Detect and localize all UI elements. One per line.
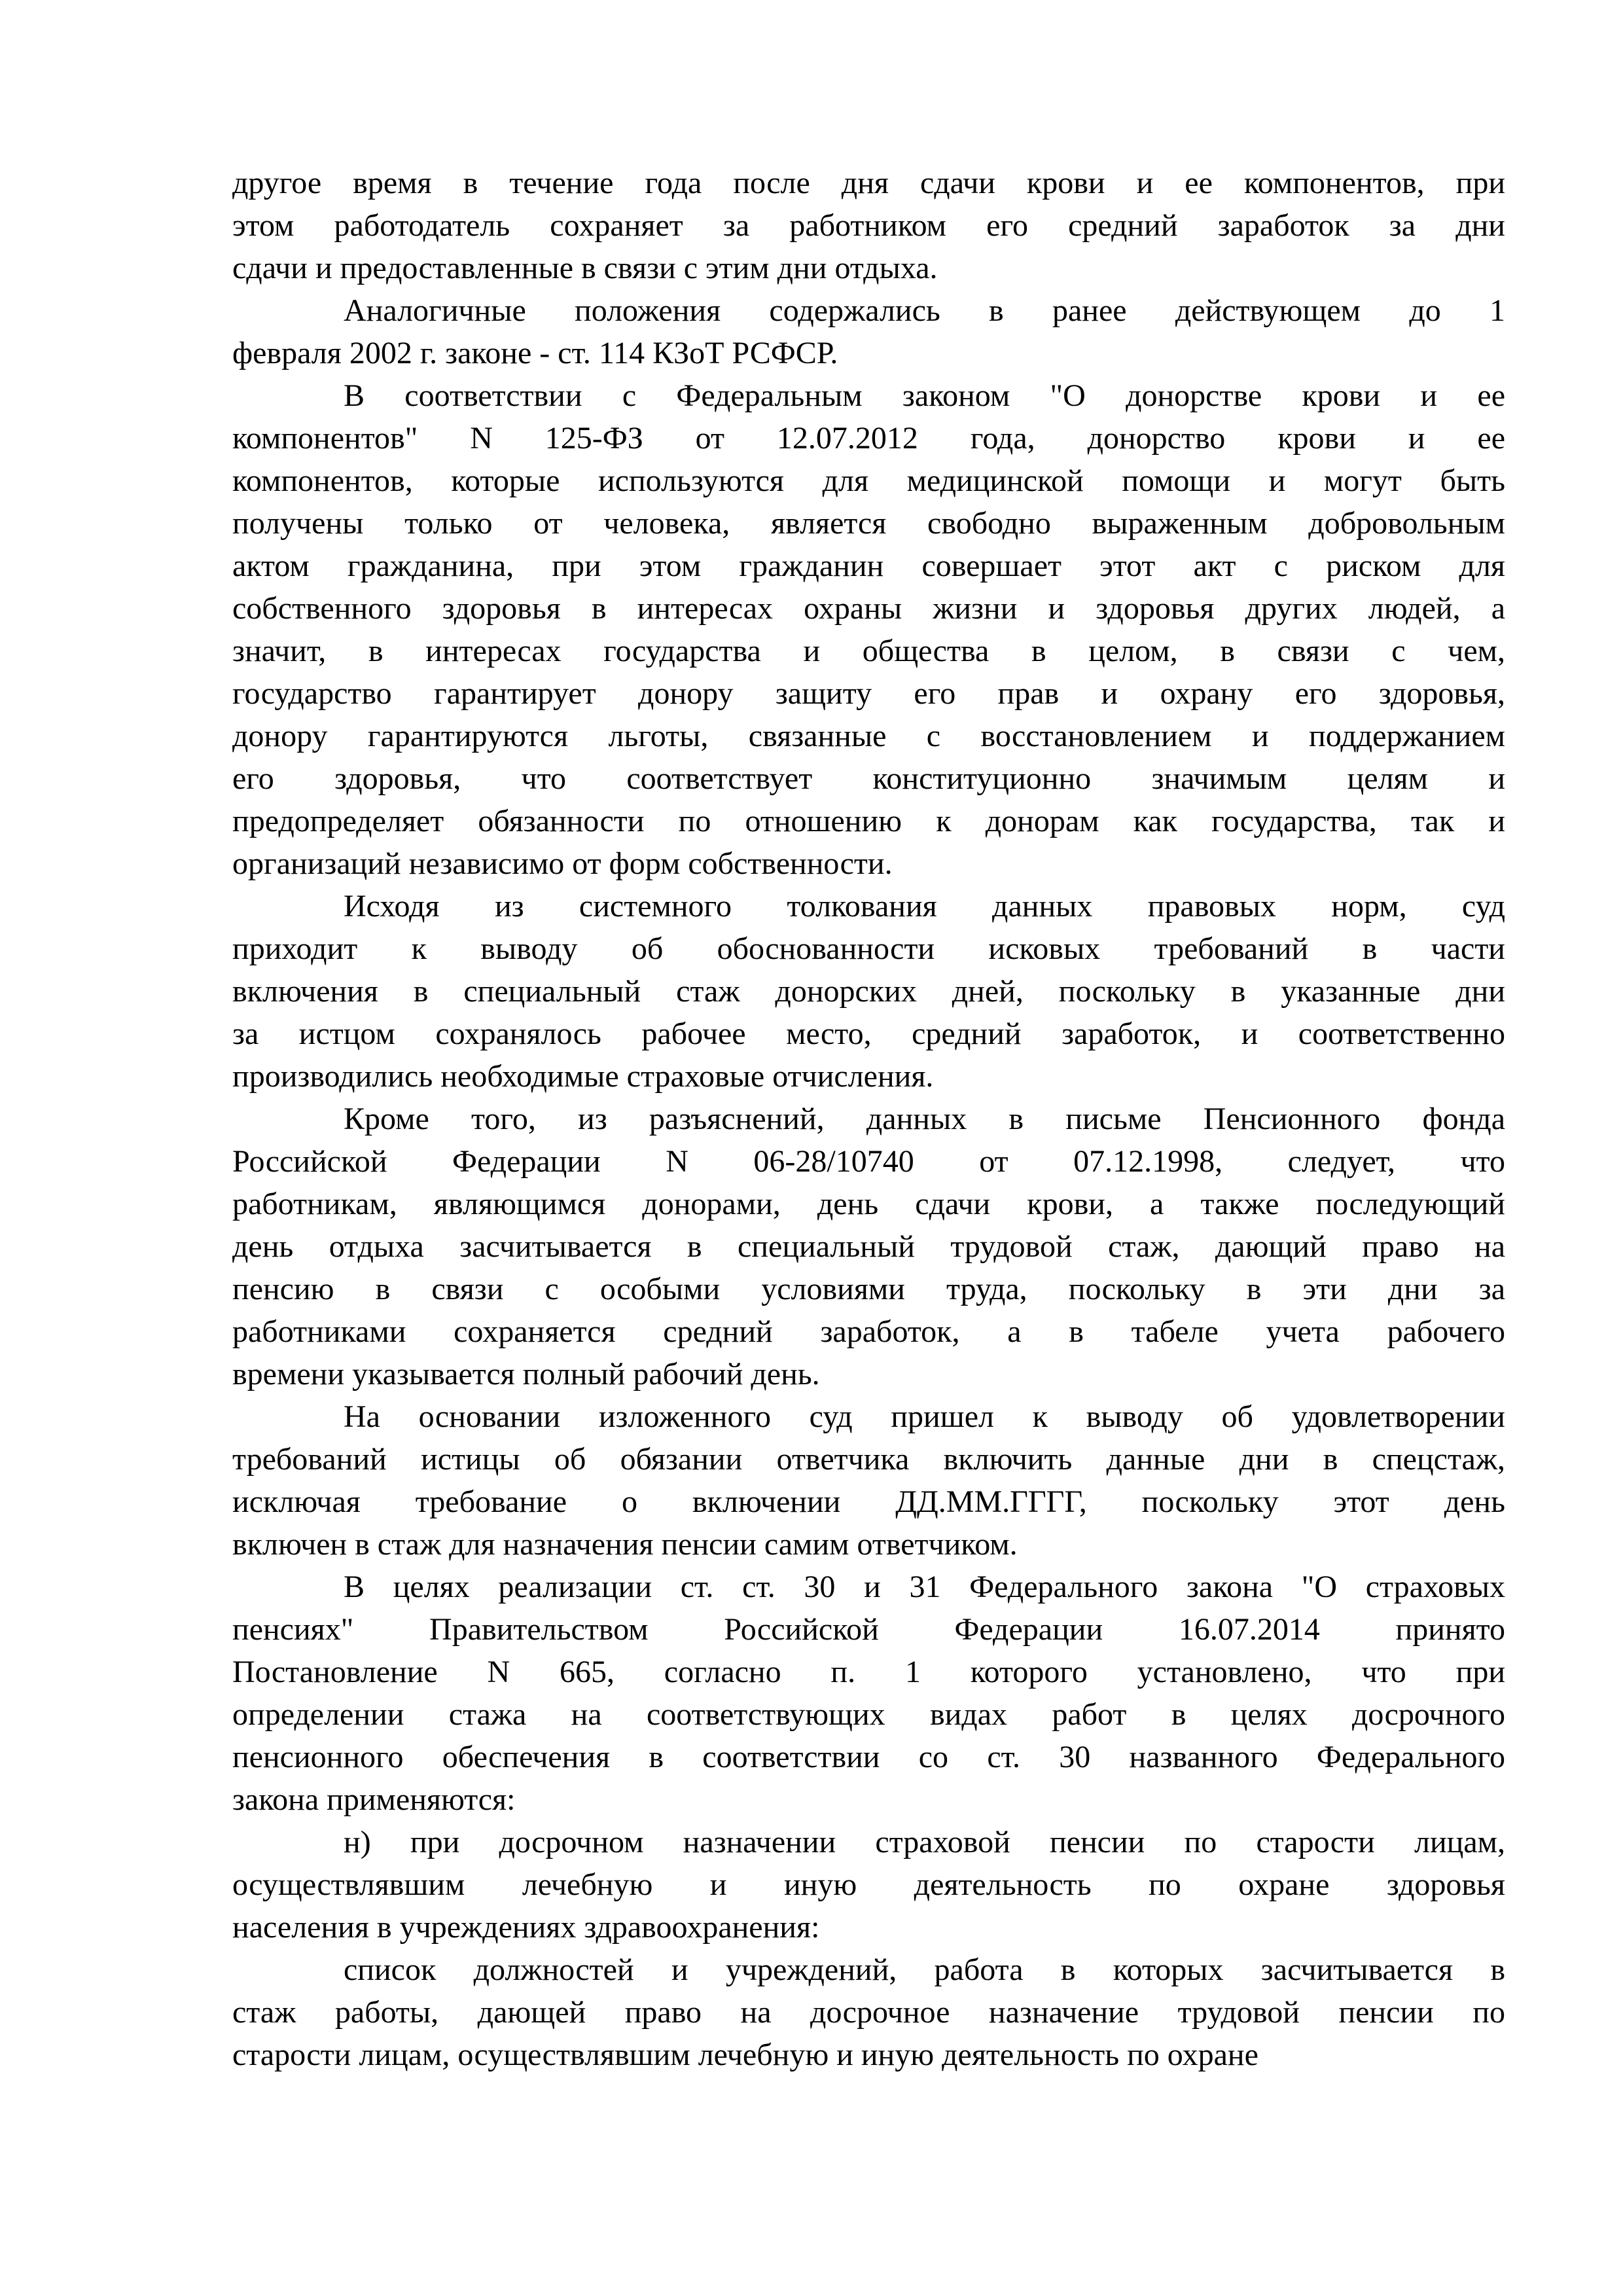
text-line: населения в учреждениях здравоохранения: — [232, 1910, 820, 1945]
text-line: список должностей и учреждений, работа в которых засчитывается в — [344, 1952, 1505, 1987]
text-line: организаций независимо от форм собственности. — [232, 846, 893, 881]
text-line: В целях реализации ст. ст. 30 и 31 Федерального закона "О страховых — [344, 1570, 1505, 1604]
text-line: значит, в интересах государства и общества в целом, в связи с чем, — [232, 634, 1505, 668]
text-line: работниками сохраняется средний заработок, а в табеле учета рабочего — [232, 1314, 1505, 1349]
text-line: Постановление N 665, согласно п. 1 которого установлено, что при — [232, 1655, 1505, 1689]
text-line: за истцом сохранялось рабочее место, средний заработок, и соответственно — [232, 1016, 1505, 1051]
text-line: предопределяет обязанности по отношению к донорам как государства, так и — [232, 804, 1505, 838]
text-line: Исходя из системного толкования данных правовых норм, суд — [344, 889, 1505, 924]
text-line: осуществлявшим лечебную и иную деятельность по охране здоровья — [232, 1867, 1505, 1902]
text-line: н) при досрочном назначении страховой пенсии по старости лицам, — [344, 1825, 1505, 1859]
text-line: собственного здоровья в интересах охраны жизни и здоровья других людей, а — [232, 591, 1505, 626]
text-line: включен в стаж для назначения пенсии самим ответчиком. — [232, 1527, 1018, 1562]
paragraph — [232, 1948, 1505, 2076]
text-line: получены только от человека, является свободно выраженным добровольным — [232, 506, 1505, 541]
text-line: времени указывается полный рабочий день. — [232, 1357, 820, 1391]
text-line: государство гарантирует донору защиту его прав и охрану его здоровья, — [232, 676, 1505, 711]
text-line: исключая требование о включении ДД.ММ.ГГГГ, поскольку этот день — [232, 1484, 1505, 1519]
text-line: Кроме того, из разъяснений, данных в письме Пенсионного фонда — [344, 1102, 1505, 1136]
text-line: пенсию в связи с особыми условиями труда, поскольку в эти дни за — [232, 1272, 1505, 1306]
text-line: другое время в течение года после дня сдачи крови и ее компонентов, при — [232, 166, 1505, 200]
text-line: приходит к выводу об обоснованности исковых требований в части — [232, 931, 1505, 966]
text-line: пенсионного обеспечения в соответствии со ст. 30 названного Федерального — [232, 1740, 1505, 1774]
text-line: На основании изложенного суд пришел к выводу об удовлетворении — [344, 1399, 1505, 1434]
text-line: февраля 2002 г. законе - ст. 114 КЗоТ РСФСР. — [232, 336, 838, 370]
paragraph — [232, 1098, 1505, 1395]
text-line: актом гражданина, при этом гражданин совершает этот акт с риском для — [232, 548, 1505, 583]
paragraph — [232, 162, 1505, 289]
text-line: сдачи и предоставленные в связи с этим дни отдыха. — [232, 251, 938, 285]
paragraph — [232, 1821, 1505, 1948]
text-line: закона применяются: — [232, 1782, 516, 1817]
paragraph — [232, 1395, 1505, 1566]
text-line: производились необходимые страховые отчисления. — [232, 1059, 934, 1094]
text-line: пенсиях" Правительством Российской Федерации 16.07.2014 принято — [232, 1612, 1505, 1647]
paragraph — [232, 885, 1505, 1098]
document-body — [232, 162, 1505, 2076]
paragraph — [232, 374, 1505, 885]
text-line: компонентов, которые используются для медицинской помощи и могут быть — [232, 463, 1505, 498]
text-line: этом работодатель сохраняет за работником его средний заработок за дни — [232, 208, 1505, 243]
text-line: стаж работы, дающей право на досрочное назначение трудовой пенсии по — [232, 1995, 1505, 2030]
text-line: требований истицы об обязании ответчика включить данные дни в спецстаж, — [232, 1442, 1505, 1477]
text-line: старости лицам, осуществлявшим лечебную и иную деятельность по охране — [232, 2037, 1258, 2072]
text-line: день отдыха засчитывается в специальный трудовой стаж, дающий право на — [232, 1229, 1505, 1264]
text-line: включения в специальный стаж донорских дней, поскольку в указанные дни — [232, 974, 1505, 1009]
paragraph — [232, 289, 1505, 374]
text-line: определении стажа на соответствующих видах работ в целях досрочного — [232, 1697, 1505, 1732]
text-line: его здоровья, что соответствует конституционно значимым целям и — [232, 761, 1505, 796]
text-line: донору гарантируются льготы, связанные с восстановлением и поддержанием — [232, 719, 1505, 753]
text-line: Аналогичные положения содержались в ранее действующем до 1 — [344, 293, 1505, 328]
paragraph — [232, 1566, 1505, 1821]
text-line: работникам, являющимся донорами, день сдачи крови, а также последующий — [232, 1187, 1505, 1221]
text-line: В соответствии с Федеральным законом "О донорстве крови и ее — [344, 378, 1505, 413]
text-line: компонентов" N 125-ФЗ от 12.07.2012 года, донорство крови и ее — [232, 421, 1505, 456]
text-line: Российской Федерации N 06-28/10740 от 07.12.1998, следует, что — [232, 1144, 1505, 1179]
